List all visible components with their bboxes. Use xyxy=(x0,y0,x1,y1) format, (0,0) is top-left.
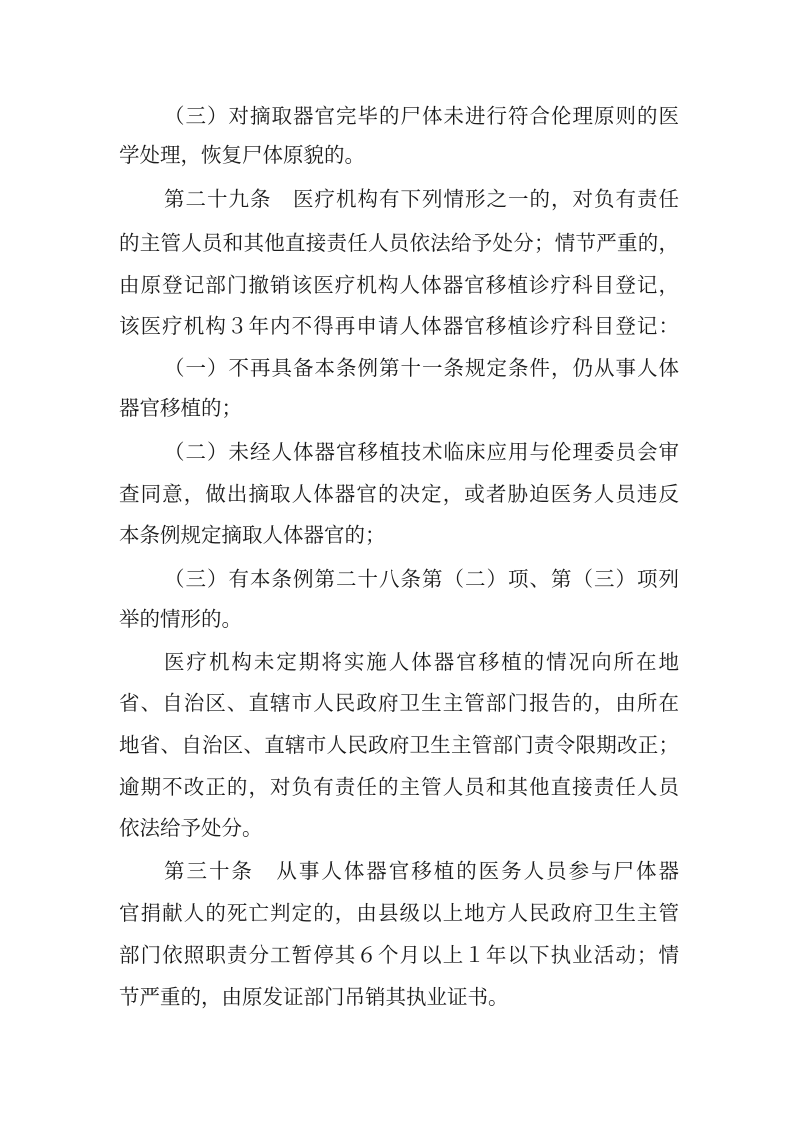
text-line: 本条例规定摘取人体器官的； xyxy=(119,523,386,547)
text-line: 省、自治区、直辖市人民政府卫生主管部门报告的，由所在 xyxy=(119,691,679,715)
text-line: 官捐献人的死亡判定的，由县级以上地方人民政府卫生主管 xyxy=(119,901,679,925)
text-line: 学处理，恢复尸体原貌的。 xyxy=(119,143,365,167)
text-line: 该医疗机构３年内不得再申请人体器官移植诊疗科目登记： xyxy=(119,314,679,338)
text-line: （三）对摘取器官完毕的尸体未进行符合伦理原则的医 xyxy=(164,104,679,128)
text-line: （一）不再具备本条例第十一条规定条件，仍从事人体 xyxy=(164,356,679,380)
text-line: 举的情形的。 xyxy=(119,607,242,631)
text-line: （三）有本条例第二十八条第（二）项、第（三）项列 xyxy=(164,567,679,591)
article-30-heading-line: 第三十条 从事人体器官移植的医务人员参与尸体器 xyxy=(164,859,679,883)
text-line: （二）未经人体器官移植技术临床应用与伦理委员会审 xyxy=(164,440,679,464)
text-line: 依法给予处分。 xyxy=(119,816,263,840)
text-line: 查同意，做出摘取人体器官的决定，或者胁迫医务人员违反 xyxy=(119,482,679,506)
text-line: 逾期不改正的，对负有责任的主管人员和其他直接责任人员 xyxy=(119,775,679,799)
text-line: 地省、自治区、直辖市人民政府卫生主管部门责令限期改正； xyxy=(119,733,679,757)
text-line: 器官移植的； xyxy=(119,396,242,420)
article-29-heading-line: 第二十九条 医疗机构有下列情形之一的，对负有责任 xyxy=(164,187,679,211)
text-line: 医疗机构未定期将实施人体器官移植的情况向所在地 xyxy=(164,650,679,674)
text-line: 部门依照职责分工暂停其６个月以上１年以下执业活动；情 xyxy=(119,943,679,967)
text-line: 节严重的，由原发证部门吊销其执业证书。 xyxy=(119,985,509,1009)
text-line: 由原登记部门撤销该医疗机构人体器官移植诊疗科目登记， xyxy=(119,273,679,297)
text-line: 的主管人员和其他直接责任人员依法给予处分；情节严重的， xyxy=(119,231,679,255)
